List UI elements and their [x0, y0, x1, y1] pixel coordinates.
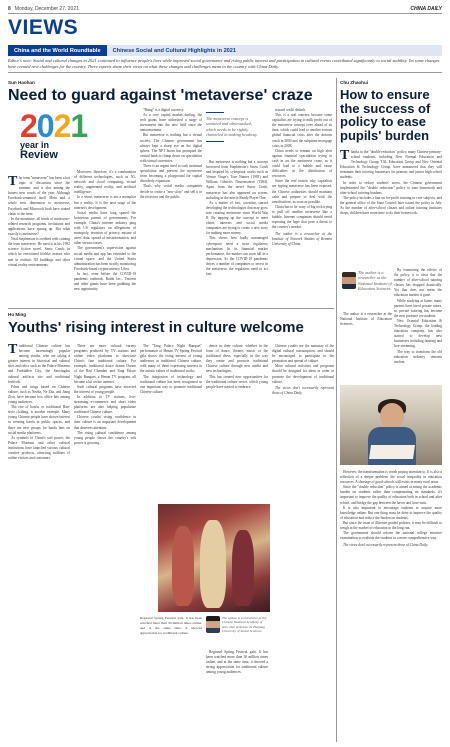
- page-number: 8: [8, 5, 11, 12]
- year-digit: 0: [36, 108, 54, 144]
- article1-pull-quote: [206, 112, 262, 142]
- article3-column-3b: [206, 344, 268, 500]
- article-divider: [8, 308, 334, 309]
- photo-detail: [369, 445, 415, 459]
- article1-column-3: [140, 108, 202, 304]
- article1-paragraph: In the meantime, all kinds of metaverse-related research programs, invitations and applications have sprung up. But what exactly is metaverse?: [8, 216, 70, 237]
- caption-text: Regional Spring Festival gala. It has been watched more than 30 million times online, and at the same time, it showed appreciation for traditional culture.: [140, 616, 202, 635]
- article3-paragraph: raditional Chinese culture has become increasingly popular among youths, who are taking a greater interest in historical and cultural sites and relics such as the Palace Museum and Forbidden City, the Sanxingdui cultural artifacts site and traditional festivals.: [8, 344, 70, 384]
- photo-detail: [200, 520, 226, 608]
- article3-paragraph: Films and songs based on Chinese culture, such as Nezha, Ne Zha, and Jiang Ziya, have become box office hits among young audiences.: [8, 384, 70, 405]
- banner-right-label: Chinese Social and Cultural Highlights in 2021: [107, 45, 442, 56]
- article1-paragraph: The government's supervision against social media and app has extended to the virtual space, and the United States administration has been strictly monitoring Facebook-based cryptocurrency Libra.: [74, 246, 136, 271]
- article2-paragraph: hanks to the "double reduction" policy, many Chinese primary-school students, including New Normal Education and Technology Group, TAL Education Group and New Oriental Education & Technology Group, have announced that they will terminate their tutoring businesses for primary and junior high school students.: [340, 150, 442, 180]
- article1-paragraph: That's why social media companies decide to create a "new story" and sell it to the investors and the public.: [140, 184, 202, 199]
- article1-paragraph: This is a real concern because some capitalists are trying to milk profit out of the metaverse concept even ahead of its time, which could lead to another serious global financial crisis after the dotcom crash in 2000 and the subprime mortgage crisis in 2008.: [272, 113, 332, 148]
- article3-column-3: [140, 344, 202, 500]
- article2-column-1: [340, 150, 442, 264]
- pull-quote-rule: [206, 112, 224, 113]
- article3-paragraph: The integration of technology and traditional culture has been recognized as one important way to promote traditional Chinese culture.: [140, 374, 202, 394]
- article2-disclaimer: The views don't necessarily represent those of China Daily.: [343, 542, 429, 547]
- photo-caption: [140, 616, 202, 740]
- article1-byline: Sun Haohan: [8, 80, 35, 85]
- year-digit: 2: [53, 108, 71, 144]
- article1-paragraph: Neal Stephenson is credited with coining the term metaverse. He used it in his 1992 science fiction novel, Snow Crash, in which he envisioned lifelike avatars who met in realistic 3D buildings and other virtual reality environments.: [8, 237, 70, 267]
- banner-left-label: China and the World Roundtable: [8, 45, 107, 56]
- article3-paragraph: In addition to TV stations, live-streaming e-commerce and short video platforms are also helping popularize traditional Chinese culture.: [74, 394, 136, 415]
- masthead-brand: CHINA DAILY: [410, 5, 442, 12]
- article1-paragraph: But metaverse is nothing but a virtual society. The Chinese government has always kept a sharp eye on the digital sphere. The NFT boom has prompted the central bank to clamp down on speculation with virtual currencies.: [140, 133, 202, 163]
- article1-paragraph: But metaverse is nothing but a concept borrowed from Stephenson's Snow Crash and inspired by cyberpunk works such as Vernor Vinge's True Names (1981) and William Gibson's Neuromancer (1984). Apart from the novel Snow Crash, metaverse has also appeared on screen, including in the movie Ready Player One.: [206, 160, 268, 200]
- article3-paragraph: As symbols of China's soft power, the Palace Museum and other cultural institutions have launched various cultural creative products, attracting millions of online visitors and customers.: [8, 435, 70, 461]
- article2-headline: How to ensure the success of policy to ease pupils' burden: [340, 87, 431, 143]
- article1-paragraph: toward credit default.: [275, 108, 306, 112]
- article1-headline: Need to guard against 'metaverse' craze: [8, 87, 313, 104]
- article1-paragraph: Social media have long spared the boisterous pursuit of governments. For example, China's internet industry ping with US regulators on allegations of monopoly, invasion of privacy, misuse of users' data, spread of misinformation, and other serious issues.: [74, 210, 136, 246]
- article1-paragraph: In fact, even before the COVID-19 pandemic outbreak, Baidu Inc., Tencent and other giants have been grabbing the new opportunity.: [74, 271, 136, 292]
- article3-paragraph: Regional Spring Festival gala. It has been watched more than 30 million times online, and at the same time, it showed a strong appreciation for traditional culture among young audiences.: [206, 650, 268, 675]
- article1-column-2: [74, 170, 136, 304]
- pull-quote-rule: [206, 141, 224, 142]
- article1-author-note: The author is a researcher at the Institute of Network Studies of Renmin University of China.: [272, 231, 332, 246]
- article3-paragraph: dence in their culture, whether in the form of dance, theatre, music or the traditional dress, especially in the way they create and promote traditional Chinese culture through new media and new technologies.: [206, 344, 268, 374]
- article2-paragraph: The author is a researcher at the National Institute of Education Sciences.: [340, 312, 392, 327]
- article1-paragraph: China has to be wary of big tech trying to pull off another metaverse like a bubble. Internet companies should avoid repeating the hype that pose a threat to the country's market.: [272, 204, 332, 230]
- article3-paragraph: The rising cultural confidence among young people shows the country's soft power is growing.: [74, 430, 136, 445]
- article2-paragraph: While studying at home, many parents have hired private tutors, so private tutoring has become the new pressure on students.: [394, 298, 442, 318]
- article2-byline: Chu Zhaohui: [340, 80, 369, 85]
- article2-column-2: [394, 268, 442, 382]
- article1-column-5: [272, 108, 332, 304]
- article1-paragraph: "Bring" is a digital currency.: [143, 108, 185, 112]
- article1-paragraph: Since the real reason why capitalists are hyping metaverse has been exposed, the Chinese authorities should maintain calm and prepare to deal with the ramifications, as soon as possible.: [272, 179, 332, 204]
- article2-paragraph: The policy includes a ban on for-profit tutoring in core subjects, and the general office of the State Council later issued the policy in July. As the number of after-school classes and online tutoring institutes drops, children have more time to do their homework.: [340, 195, 442, 216]
- pull-quote-text: The metaverse concept is sanitized and whitewashed, which needs to be rightly channeled in making headway.: [206, 116, 258, 138]
- author-portrait: [342, 272, 356, 289]
- article3-headline: Youths' rising interest in culture welcome: [8, 319, 304, 336]
- page-header-bar: [8, 4, 442, 14]
- column-divider: [336, 78, 337, 742]
- article3-paragraph: This has created new opportunities for the traditional culture sector, which young people have started to embrace.: [206, 374, 268, 389]
- article2-paragraph: In order to reduce students' stress, the Chinese government implemented the "double reduction" policy to ease homework and after-school tutoring burdens.: [340, 180, 442, 195]
- article3-author-note: The author is a researcher at the Chinese National Academy of Arts, also professor at Zhejiang University of Social Sciences.: [222, 616, 267, 634]
- child-studying-photo: [340, 385, 442, 465]
- article2-paragraph: The way to transform the old education industry remains unclear.: [394, 349, 442, 364]
- section-title: VIEWS: [8, 16, 79, 39]
- article3-paragraph: More cultural activities and programs should be designed for them in order to promote the development of traditional culture.: [272, 364, 334, 384]
- article1-paragraph: There is an urgent need to curb irrational speculation and prevent the metaverse from becoming a playground for capital disorderly expansion.: [140, 164, 202, 184]
- author-portrait: [206, 616, 220, 633]
- article3-paragraph: There are more cultural variety programs produced by TV stations and online video platforms to showcase China's fine traditional culture. For example, traditional dance drama Dream of the Red Chamber and Tang Palace Night Banquet, a Henan TV program, all became a hit on the internet.: [74, 344, 136, 384]
- page-date: Monday, December 27, 2021: [14, 5, 79, 12]
- article3-column-5: [206, 650, 268, 742]
- article2-paragraph: However, the transformation is worth paying attention to. It is also a reflection of a deeper problem: the social inequality in education resources. A shortage of good schools still exists in many rural areas.: [340, 470, 442, 485]
- article3-paragraph: The rise of hanfu, or traditional Han-style clothing, is another example. Many young Chinese people have shown interest in wearing hanfu in public spaces, and there are new groups for hanfu fans on social media platforms.: [8, 405, 70, 435]
- article1-paragraph: This shows how badly unmanaged cyberspace need a strict regulatory mechanism. In its financial market performance, the market can soon fall in a depression. As the COVID-19 pandemic drives a number of companies to invest in the metaverse, the regulators need to act fast.: [206, 236, 268, 277]
- article1-paragraph: Moreover, therefore, it's a combination of different technologies, such as 5G, network and cloud computing, virtual reality, augmented reality, and artificial intelligence.: [74, 170, 136, 195]
- article3-disclaimer: The views don't necessarily represent those of China Daily.: [272, 386, 334, 396]
- article2-column-2b: [340, 312, 392, 382]
- article2-dropcap: T: [340, 150, 350, 163]
- photo-detail: [380, 403, 404, 429]
- article1-paragraph: China needs to remain on high alert against financial speculation trying to cash in on the metaverse craze, as it could lead to a bubble and cause difficulties in the distribution of resources.: [272, 148, 332, 179]
- article3-paragraph: The "Tang Palace Night Banquet" performance of Henan TV Spring Festival gala shows the rising interest of young audiences in traditional Chinese culture, with many of them expressing interest in the artistic values of traditional works.: [140, 344, 202, 374]
- article2-paragraph: By examining the effects of the policy, it is clear that the number of after-school tutoring classes has dropped drastically. Yet that does not mean the education burden is gone.: [394, 268, 442, 298]
- article3-paragraph: Such cultural programs have attracted the interest of young people.: [74, 384, 136, 394]
- article3-column-2: [74, 344, 136, 742]
- article2-paragraph: But since the issue of illiterate guided policies, it may be difficult to weigh in the market of education in the long run.: [340, 520, 442, 531]
- article1-paragraph: he term "metaverse" has been a hot topic of discussion since the summer, and is also among the hottest new words of the year. Although Facebook-renamed itself Meta and a whole new dimension to metaverse, Facebook and Microsoft both have staked claim to the term.: [8, 176, 70, 216]
- article2-paragraph: The government should reform the national college entrance examination to evaluate the students in a more comprehensive way.: [340, 531, 442, 541]
- article1-paragraph: As a core capital market darling, the tech giants have unleashed a surge of investment into the new field since the announcement.: [140, 113, 202, 133]
- pull-quote-text: The author is a researcher at the National Institute of Education Sciences.: [358, 270, 392, 292]
- article3-dropcap: T: [8, 344, 18, 357]
- article3-paragraph: Chinese youths' rising confidence in their culture is an important development that deserves attention.: [74, 415, 136, 430]
- photo-detail: [232, 530, 254, 606]
- article3-column-1: [8, 344, 70, 742]
- year-digit: 2: [20, 108, 37, 144]
- article1-paragraph: In a sense, metaverse is not a metaphor but a reality. It is the next stage of the internet's development.: [74, 195, 136, 210]
- article3-paragraph: Chinese youths are the mainstay of the digital cultural consumption, and should be encouraged to participate in the promotion and spread of culture.: [272, 344, 334, 364]
- hanfu-performers-photo: [158, 504, 270, 612]
- year-digit: 1: [70, 108, 88, 144]
- article2-paragraph: Since the "double reduction" policy is aimed at easing the academic burden on students rather than compensating on standards, it's important to improve the quality of education both in school and after school, and bridge the gap between the haves and have-nots.: [340, 485, 442, 505]
- article2-pull-quote: [358, 270, 392, 292]
- article1-paragraph: As a matter of fact, scientists started developing the technologies that may grow into creating metaverse since World War II. By tapping up the concept to meet chaos, interests and social media companies are trying to create a new story for making more money.: [206, 200, 268, 236]
- article1-dropcap: T: [8, 176, 18, 189]
- editor-note: Editor's note: Social and cultural changes in 2021 continued to influence people's lives while improved social governance and rising public interest and participation in cultural events contributed significantly to social stability. Yet some changes have created new challenges for the country. Three experts share their views on what these changes and challenges mean to the country with China Daily.: [8, 58, 442, 73]
- year-graphic-line2: Review: [20, 148, 58, 161]
- section-banner: [8, 45, 442, 56]
- article3-column-4: [272, 344, 334, 742]
- year-graphic-line1: year in: [20, 139, 50, 150]
- article2-paragraph: New Oriental Education & Technology Group, the leading education company, has also started to develop new businesses including farming and live-streaming.: [394, 318, 442, 349]
- article1-column-4: [206, 160, 268, 304]
- article2-paragraph: It is also important to encourage students to acquire more knowledge online. But one thing must be done to improve the quality of education and reduce the burden on students.: [340, 505, 442, 520]
- photo-detail: [172, 526, 194, 606]
- article3-byline: Hu Ming: [8, 312, 27, 317]
- article1-column-1: [8, 176, 70, 304]
- article2-column-3: [340, 470, 442, 742]
- year-in-review-graphic: [20, 108, 88, 176]
